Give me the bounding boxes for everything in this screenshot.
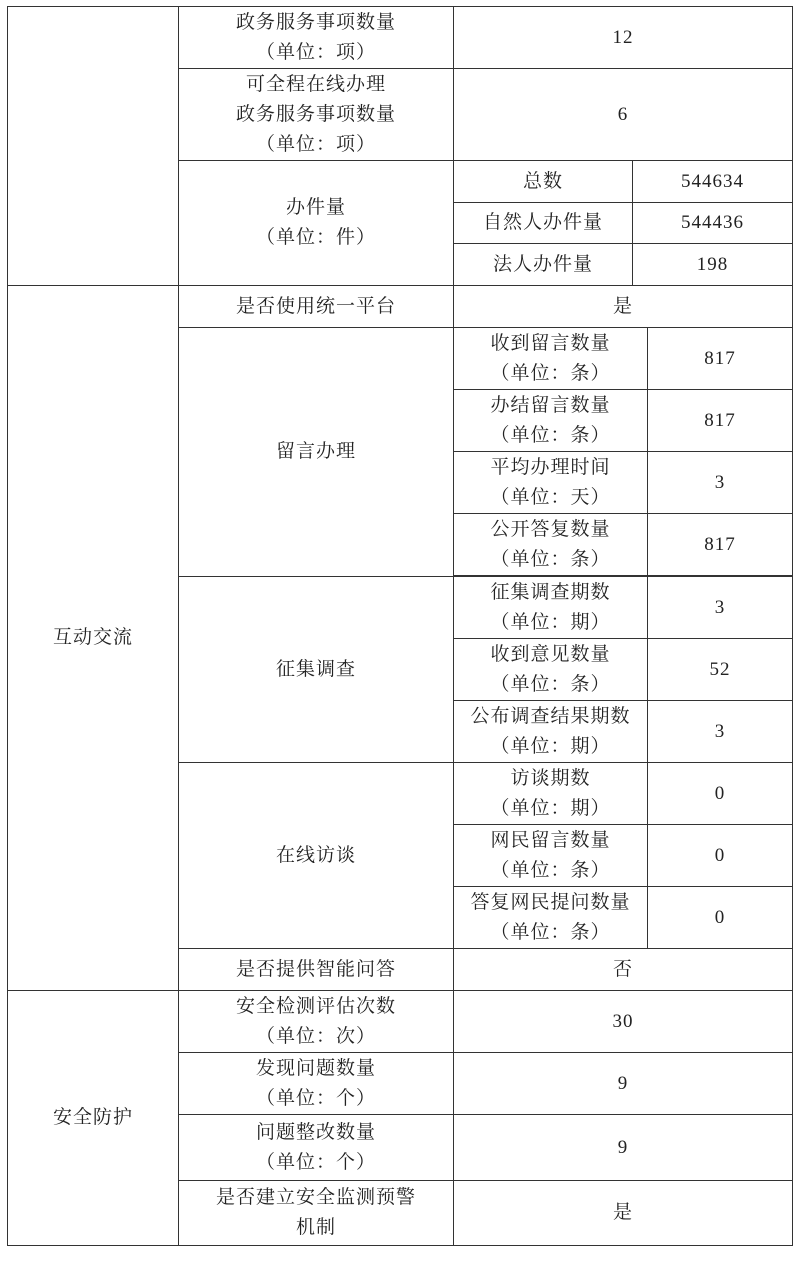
sub-value: 817 bbox=[647, 389, 793, 452]
row-label: 是否建立安全监测预警 机制 bbox=[178, 1180, 454, 1246]
row-label: 可全程在线办理 政务服务事项数量 （单位：项） bbox=[178, 68, 454, 161]
row-value: 是 bbox=[453, 285, 793, 328]
sub-value: 0 bbox=[647, 886, 793, 949]
sub-label: 办结留言数量 （单位：条） bbox=[453, 389, 648, 452]
sub-label: 收到留言数量 （单位：条） bbox=[453, 327, 648, 390]
row-label: 发现问题数量 （单位：个） bbox=[178, 1052, 454, 1115]
row-label: 政务服务事项数量 （单位：项） bbox=[178, 6, 454, 69]
sub-value: 817 bbox=[647, 513, 793, 576]
row-value: 是 bbox=[453, 1180, 793, 1246]
row-label: 安全检测评估次数 （单位：次） bbox=[178, 990, 454, 1053]
sub-label: 网民留言数量 （单位：条） bbox=[453, 824, 648, 887]
row-value: 9 bbox=[453, 1114, 793, 1181]
sub-label: 公布调查结果期数 （单位：期） bbox=[453, 700, 648, 763]
sub-value: 198 bbox=[632, 243, 793, 286]
row-value: 9 bbox=[453, 1052, 793, 1115]
row-label: 问题整改数量 （单位：个） bbox=[178, 1114, 454, 1181]
sub-value: 3 bbox=[647, 576, 793, 639]
sub-value: 817 bbox=[647, 327, 793, 390]
sub-label: 自然人办件量 bbox=[453, 202, 633, 244]
sub-label: 公开答复数量 （单位：条） bbox=[453, 513, 648, 576]
group-label: 征集调查 bbox=[178, 576, 454, 763]
section-service bbox=[7, 6, 179, 286]
sub-label: 收到意见数量 （单位：条） bbox=[453, 638, 648, 701]
section-interaction: 互动交流 bbox=[7, 285, 179, 991]
sub-value: 0 bbox=[647, 824, 793, 887]
sub-value: 0 bbox=[647, 762, 793, 825]
section-security: 安全防护 bbox=[7, 990, 179, 1246]
sub-value: 3 bbox=[647, 451, 793, 514]
sub-value: 3 bbox=[647, 700, 793, 763]
sub-value: 544634 bbox=[632, 160, 793, 203]
sub-label: 总数 bbox=[453, 160, 633, 203]
sub-value: 52 bbox=[647, 638, 793, 701]
row-value: 6 bbox=[453, 68, 793, 161]
row-label: 是否使用统一平台 bbox=[178, 285, 454, 328]
row-value: 12 bbox=[453, 6, 793, 69]
group-label: 办件量 （单位：件） bbox=[178, 160, 454, 286]
group-label: 留言办理 bbox=[178, 327, 454, 577]
row-label: 是否提供智能问答 bbox=[178, 948, 454, 991]
sub-label: 访谈期数 （单位：期） bbox=[453, 762, 648, 825]
sub-label: 平均办理时间 （单位：天） bbox=[453, 451, 648, 514]
sub-label: 法人办件量 bbox=[453, 243, 633, 286]
sub-label: 答复网民提问数量 （单位：条） bbox=[453, 886, 648, 949]
group-label: 在线访谈 bbox=[178, 762, 454, 949]
row-value: 否 bbox=[453, 948, 793, 991]
sub-label: 征集调查期数 （单位：期） bbox=[453, 576, 648, 639]
row-value: 30 bbox=[453, 990, 793, 1053]
sub-value: 544436 bbox=[632, 202, 793, 244]
